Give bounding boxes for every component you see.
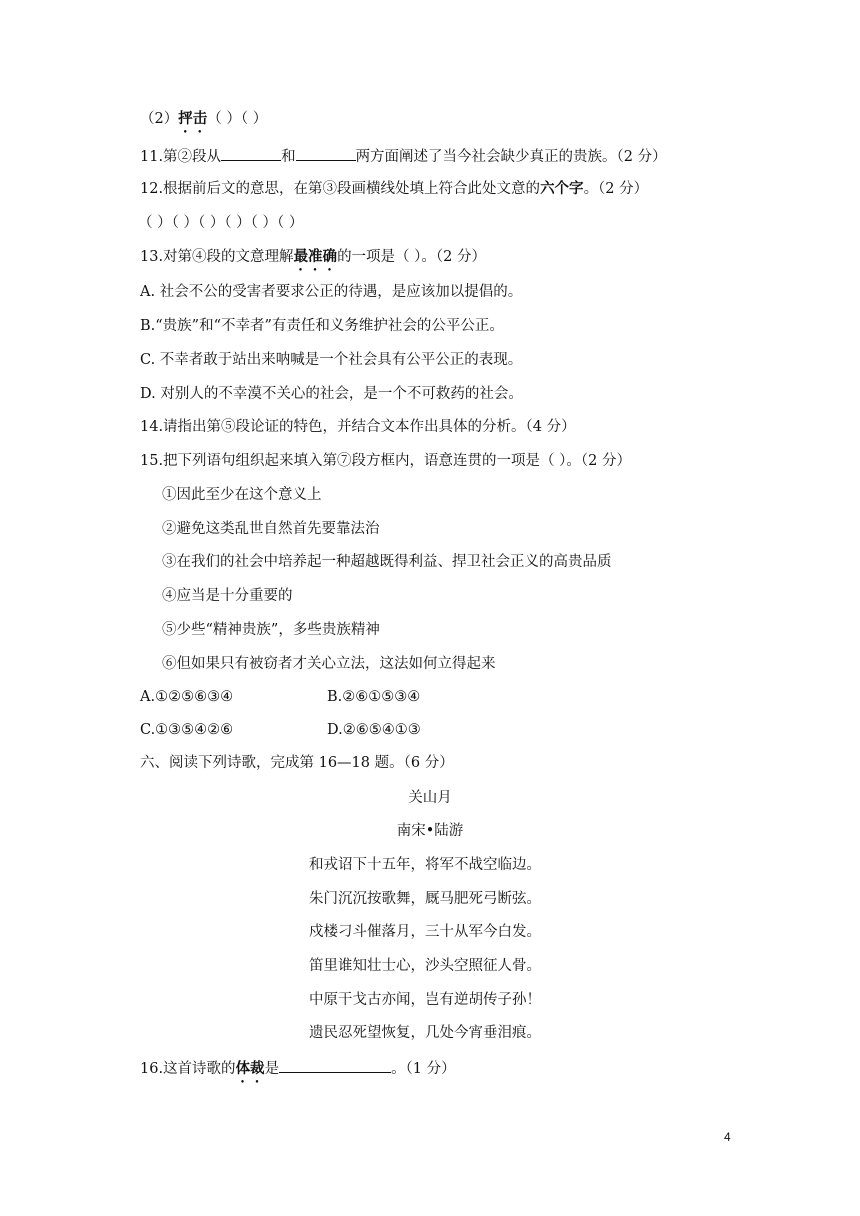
poem-line-6: 遗民忍死望恢复，几处今宵垂泪痕。: [309, 1025, 541, 1041]
q15-option-d[interactable]: D.②⑥⑤④①③: [327, 722, 421, 738]
poem-line-5: 中原干戈古亦闻，岂有逆胡传子孙！: [309, 992, 541, 1008]
q10-item2-prefix: （2）: [140, 111, 179, 127]
q12-parens[interactable]: （ ）（ ）（ ）（ ）（ ）（ ）: [138, 215, 304, 231]
poem-line-2: 朱门沉沉按歌舞，厩马肥死弓断弦。: [309, 891, 541, 907]
q10-item2-parens: （ ）（ ）: [207, 111, 268, 127]
q15-sentence-5: ⑤少些“精神贵族”，多些贵族精神: [162, 622, 380, 638]
question-11: [140, 146, 667, 166]
q13-option-b[interactable]: B.“贵族”和“不幸者”有责任和义务维护社会的公平公正。: [140, 318, 504, 334]
q13-prefix: 13.对第④段的文意理解: [140, 249, 294, 265]
q16-emph: 体裁: [235, 1060, 265, 1077]
poem-title: 关山月: [408, 790, 452, 806]
q13-suffix: 的一项是（ ）。（2 分）: [337, 249, 487, 265]
q11-blank-2[interactable]: [296, 146, 356, 161]
q13-emph: 最准确: [293, 248, 338, 265]
q16-prefix: 16.这首诗歌的: [140, 1061, 236, 1077]
q15-sentence-2: ②避免这类乱世自然首先要靠法治: [162, 521, 380, 537]
q11-blank-1[interactable]: [221, 146, 281, 161]
poem-line-3: 戍楼刁斗催落月，三十从军今白发。: [309, 924, 541, 940]
q13-option-d[interactable]: D. 对别人的不幸漠不关心的社会，是一个不可救药的社会。: [140, 386, 523, 402]
q12-bold: 六个字: [540, 180, 584, 197]
q10-item2: [140, 110, 267, 136]
question-12: [140, 180, 648, 198]
q15-option-b[interactable]: B.②⑥①⑤③④: [327, 689, 421, 705]
q16-blank[interactable]: [279, 1058, 391, 1073]
q12-suffix: 。（2 分）: [583, 181, 649, 197]
poem-author: 南宋•陆游: [396, 823, 464, 839]
q11-mid: 和: [281, 149, 296, 165]
q13-option-a[interactable]: A. 社会不公的受害者要求公正的待遇，是应该加以提倡的。: [140, 284, 523, 300]
q15-sentence-3: ③在我们的社会中培养起一种超越既得利益、捍卫社会正义的高贵品质: [162, 554, 612, 570]
question-14: 14.请指出第⑤段论证的特色，并结合文本作出具体的分析。（4 分）: [140, 419, 576, 435]
q10-item2-word: 抨击: [178, 110, 208, 127]
q15-option-a[interactable]: A.①②⑤⑥③④: [140, 689, 234, 705]
q15-sentence-6: ⑥但如果只有被窃者才关心立法，这法如何立得起来: [162, 656, 496, 672]
page-number: 4: [724, 1130, 731, 1144]
q11-suffix: 两方面阐述了当今社会缺少真正的贵族。（2 分）: [355, 149, 667, 165]
q16-mid: 是: [264, 1061, 280, 1077]
q15-sentence-4: ④应当是十分重要的: [162, 588, 293, 604]
poem-line-1: 和戎诏下十五年，将军不战空临边。: [309, 857, 541, 873]
poem-line-4: 笛里谁知壮士心，沙头空照征人骨。: [309, 958, 541, 974]
q16-suffix: 。（1 分）: [391, 1061, 456, 1077]
q15-sentence-1: ①因此至少在这个意义上: [162, 487, 322, 503]
q12-text: 12.根据前后文的意思，在第③段画横线处填上符合此处文意的: [140, 181, 541, 197]
q11-prefix: 11.第②段从: [140, 149, 222, 165]
question-16: [140, 1058, 456, 1086]
section-6-heading: 六、阅读下列诗歌，完成第 16—18 题。（6 分）: [140, 755, 454, 771]
question-15: 15.把下列语句组织起来填入第⑦段方框内，语意连贯的一项是（ ）。（2 分）: [140, 453, 632, 469]
q13-option-c[interactable]: C. 不幸者敢于站出来呐喊是一个社会具有公平公正的表现。: [140, 352, 523, 368]
question-13: [140, 248, 486, 274]
q15-option-c[interactable]: C.①③⑤④②⑥: [140, 722, 234, 738]
